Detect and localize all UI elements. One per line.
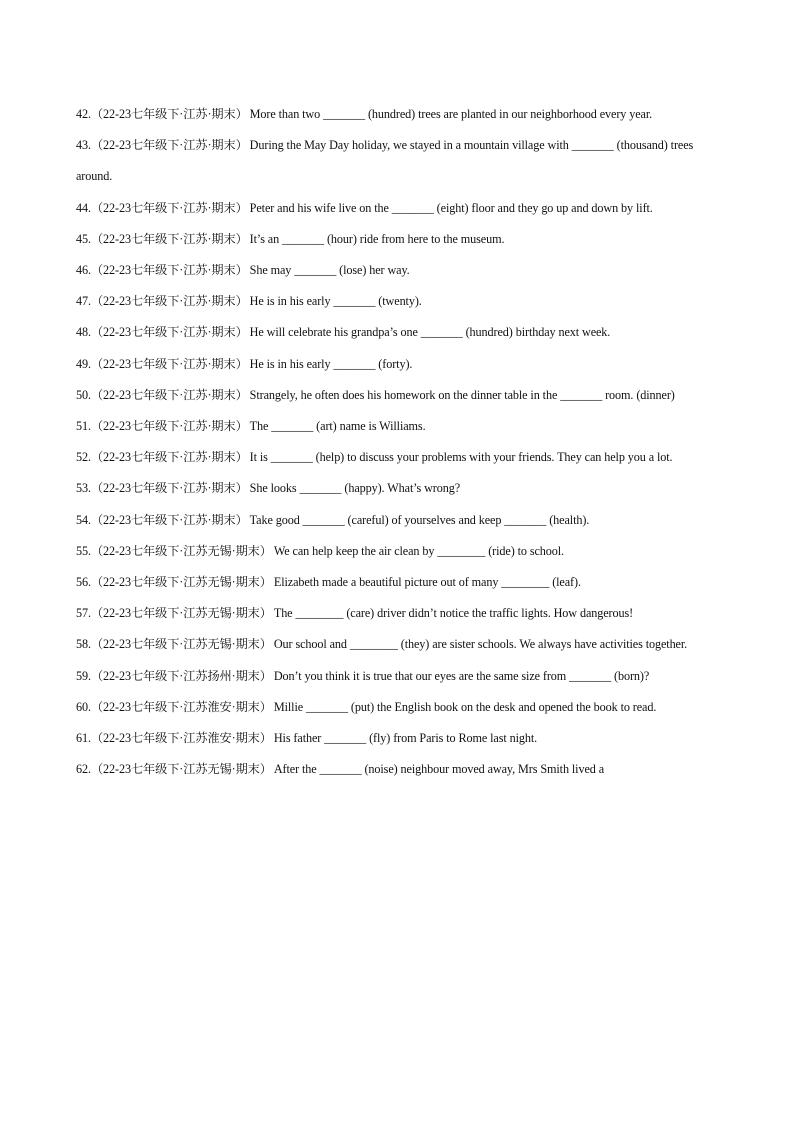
question-item (76, 255, 721, 286)
question-item (76, 286, 721, 317)
question-item (76, 349, 721, 380)
question-item (76, 473, 721, 504)
question-number: 53. (76, 481, 91, 496)
question-item (76, 567, 721, 598)
question-text: After the _______ (noise) neighbour moved away, Mrs Smith lived a (273, 762, 605, 777)
question-source: （22-23七年级下·江苏·期末） (90, 200, 248, 215)
question-source: （22-23七年级下·江苏无锡·期末） (90, 543, 272, 558)
question-text: It’s an _______ (hour) ride from here to the museum. (249, 231, 505, 246)
question-number: 54. (76, 512, 91, 527)
question-source: （22-23七年级下·江苏·期末） (90, 387, 248, 402)
question-source: （22-23七年级下·江苏无锡·期末） (90, 637, 272, 652)
question-text: Elizabeth made a beautiful picture out of many ________ (leaf). (273, 575, 581, 590)
question-text: She may _______ (lose) her way. (249, 263, 410, 278)
question-source: （22-23七年级下·江苏无锡·期末） (90, 606, 272, 621)
question-number: 45. (76, 231, 91, 246)
question-number: 55. (76, 543, 91, 558)
question-source: （22-23七年级下·江苏·期末） (90, 138, 248, 153)
question-text: The _______ (art) name is Williams. (249, 419, 426, 434)
question-text: Peter and his wife live on the _______ (eight) floor and they go up and down by lift. (249, 200, 653, 215)
question-list (76, 99, 721, 785)
question-item (76, 411, 721, 442)
question-number: 48. (76, 325, 91, 340)
question-item (76, 692, 721, 723)
question-item (76, 99, 721, 130)
question-number: 62. (76, 762, 91, 777)
question-source: （22-23七年级下·江苏淮安·期末） (90, 699, 272, 714)
question-source: （22-23七年级下·江苏·期末） (90, 450, 248, 465)
question-number: 58. (76, 637, 91, 652)
question-item (76, 317, 721, 348)
question-number: 44. (76, 200, 91, 215)
question-item (76, 754, 721, 785)
question-source: （22-23七年级下·江苏·期末） (90, 263, 248, 278)
question-number: 56. (76, 575, 91, 590)
question-source: （22-23七年级下·江苏无锡·期末） (90, 575, 272, 590)
question-text: His father _______ (fly) from Paris to Rome last night. (273, 731, 538, 746)
question-number: 61. (76, 731, 91, 746)
question-text: Don’t you think it is true that our eyes are the same size from _______ (born)? (273, 668, 650, 683)
question-text: It is _______ (help) to discuss your problems with your friends. They can help you a lot. (249, 450, 673, 465)
question-text: Take good _______ (careful) of yourselves and keep _______ (health). (249, 512, 590, 527)
question-item (76, 224, 721, 255)
question-number: 49. (76, 356, 91, 371)
question-number: 50. (76, 387, 91, 402)
question-source: （22-23七年级下·江苏淮安·期末） (90, 731, 272, 746)
question-item (76, 380, 721, 411)
question-source: （22-23七年级下·江苏无锡·期末） (90, 762, 272, 777)
question-text: He will celebrate his grandpa’s one _______ (hundred) birthday next week. (249, 325, 611, 340)
question-item (76, 723, 721, 754)
question-item (76, 442, 721, 473)
question-number: 46. (76, 263, 91, 278)
question-item (76, 536, 721, 567)
question-text: He is in his early _______ (forty). (249, 356, 413, 371)
question-number: 57. (76, 606, 91, 621)
question-number: 59. (76, 668, 91, 683)
question-item (76, 505, 721, 536)
question-source: （22-23七年级下·江苏·期末） (90, 356, 248, 371)
question-item (76, 629, 721, 660)
question-number: 51. (76, 419, 91, 434)
question-text: During the May Day holiday, we stayed in a mountain village with _______ (thousand) trees around. (76, 138, 694, 184)
question-source: （22-23七年级下·江苏·期末） (90, 481, 248, 496)
question-source: （22-23七年级下·江苏·期末） (90, 325, 248, 340)
question-text: Our school and ________ (they) are sister schools. We always have activities together. (273, 637, 688, 652)
question-item (76, 661, 721, 692)
question-source: （22-23七年级下·江苏·期末） (90, 419, 248, 434)
question-number: 43. (76, 138, 91, 153)
question-text: More than two _______ (hundred) trees are planted in our neighborhood every year. (249, 107, 653, 121)
question-source: （22-23七年级下·江苏·期末） (90, 107, 248, 121)
question-number: 52. (76, 450, 91, 465)
question-item (76, 598, 721, 629)
question-text: He is in his early _______ (twenty). (249, 294, 422, 309)
question-number: 60. (76, 699, 91, 714)
question-source: （22-23七年级下·江苏扬州·期末） (90, 668, 272, 683)
question-source: （22-23七年级下·江苏·期末） (90, 294, 248, 309)
question-text: We can help keep the air clean by ________ (ride) to school. (273, 543, 564, 558)
question-text: The ________ (care) driver didn’t notice the traffic lights. How dangerous! (273, 606, 634, 621)
question-text: Strangely, he often does his homework on the dinner table in the _______ room. (dinner) (249, 387, 675, 402)
question-text: Millie _______ (put) the English book on the desk and opened the book to read. (273, 699, 657, 714)
question-text: She looks _______ (happy). What’s wrong? (249, 481, 461, 496)
question-source: （22-23七年级下·江苏·期末） (90, 512, 248, 527)
question-source: （22-23七年级下·江苏·期末） (90, 231, 248, 246)
question-item (76, 130, 721, 192)
question-item (76, 193, 721, 224)
question-number: 47. (76, 294, 91, 309)
question-number: 42. (76, 107, 91, 121)
